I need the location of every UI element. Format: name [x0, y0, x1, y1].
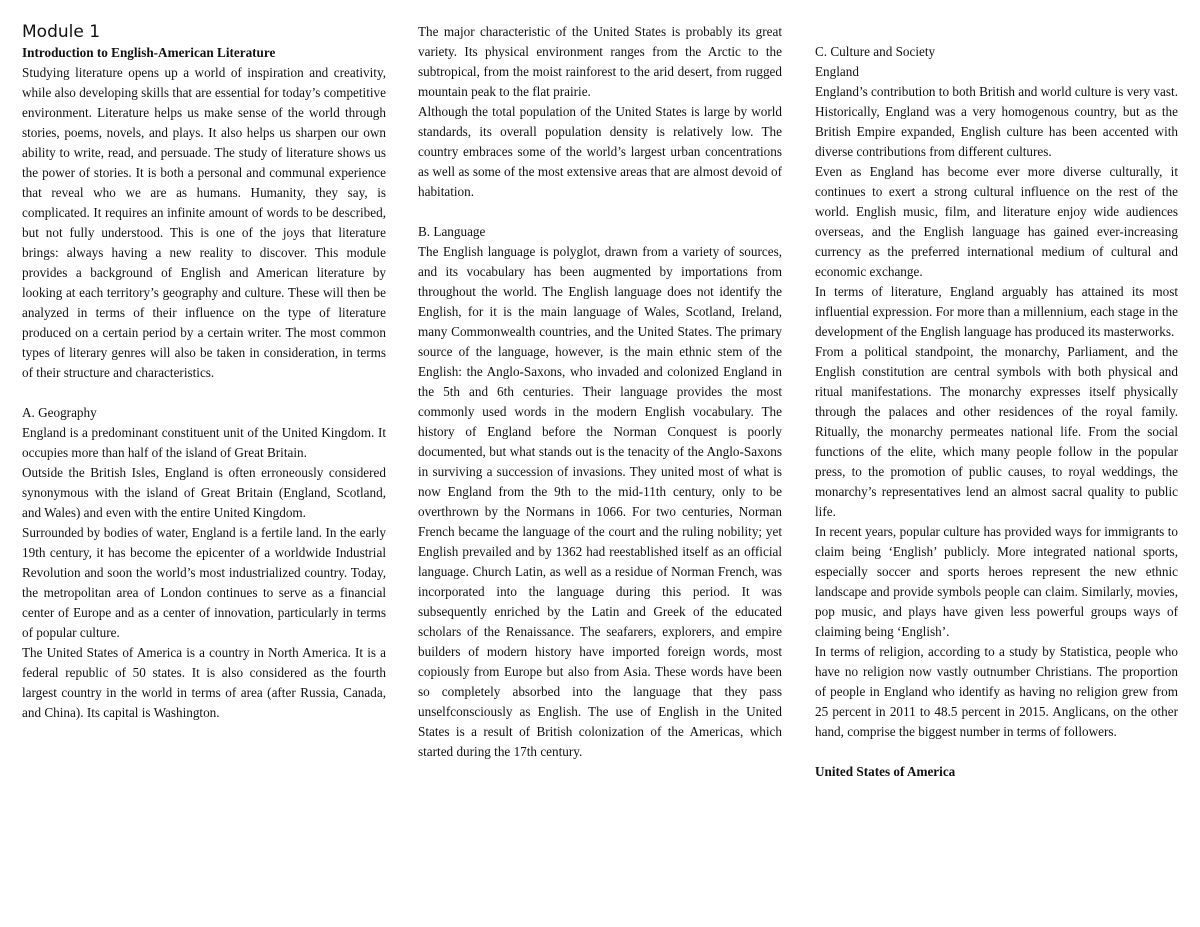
- geography-paragraph-2: Outside the British Isles, England is often erroneously considered synonymous with the island of Great Britain (England, Scotland, and Wales) and even with the entire United Kingdom.: [22, 465, 386, 520]
- culture-paragraph-5: In recent years, popular culture has provided ways for immigrants to claim being ‘English’ publicly. More integrated national sports, especially soccer and sports heroes represent the new ethnic landscape and provide symbols people can claim. Similarly, movies, pop music, and plays have given less powerful groups ways of claiming being ‘English’.: [815, 524, 1178, 639]
- geography-paragraph-4: The United States of America is a country in North America. It is a federal republic of 50 states. It is also considered as the fourth largest country in the world in terms of area (after Russia, Canada, and China). Its capital is Washington.: [22, 645, 386, 720]
- culture-paragraph-6: In terms of religion, according to a study by Statistica, people who have no religion now vastly outnumber Christians. The proportion of people in England who identify as having no religion grew from 25 percent in 2011 to 48.5 percent in 2015. Anglicans, on the other hand, comprise the biggest number in terms of followers.: [815, 644, 1178, 739]
- language-heading: B. Language: [418, 224, 486, 239]
- module-subtitle: Introduction to English-American Literature: [22, 45, 276, 60]
- column-2: [418, 22, 782, 762]
- column-3: [815, 42, 1178, 782]
- culture-heading: C. Culture and Society: [815, 44, 936, 59]
- culture-paragraph-2: Even as England has become ever more diverse culturally, it continues to exert a strong cultural influence on the rest of the world. English music, film, and literature enjoy wide audiences overseas, and the English language has gained ever-increasing currency as the preferred international medium of cultural and economic exchange.: [815, 164, 1178, 279]
- geography-paragraph-6: Although the total population of the United States is large by world standards, its overall population density is relatively low. The country embraces some of the world’s largest urban concentrations as well as some of the most extensive areas that are almost devoid of habitation.: [418, 104, 782, 199]
- culture-subheading-england: England: [815, 64, 859, 79]
- culture-paragraph-1: England’s contribution to both British and world culture is very vast. Historically, England was a very homogenous country, but as the British Empire expanded, English culture has been accented with diverse contributions from different cultures.: [815, 84, 1178, 159]
- geography-paragraph-5: The major characteristic of the United States is probably its great variety. Its physical environment ranges from the Arctic to the subtropical, from the moist rainforest to the arid desert, from rugged mountain peak to the flat prairie.: [418, 24, 782, 99]
- geography-heading: A. Geography: [22, 405, 97, 420]
- module-title: Module 1: [22, 22, 101, 42]
- usa-heading: United States of America: [815, 764, 956, 779]
- geography-paragraph-3: Surrounded by bodies of water, England is a fertile land. In the early 19th century, it has become the epicenter of a worldwide Industrial Revolution and soon the world’s most industrialized country. Today, the metropolitan area of London continues to serve as a financial center of Europe and as a center of innovation, particularly in terms of popular culture.: [22, 525, 386, 640]
- culture-paragraph-3: In terms of literature, England arguably has attained its most influential expression. For more than a millennium, each stage in the development of the English language has produced its masterworks.: [815, 284, 1178, 339]
- intro-paragraph: Studying literature opens up a world of inspiration and creativity, while also developing skills that are essential for today’s competitive environment. Literature helps us make sense of the world through stories, poems, novels, and plays. It also helps us sharpen our own ability to write, read, and persuade. The study of literature shows us the power of stories. It is both a personal and communal experience that reveal who we are as humans. Humanity, they say, is complicated. It requires an infinite amount of words to be described, but not fully understood. This is one of the joys that literature brings: always having a new reality to discover. This module provides a background of English and American literature by looking at each territory’s geography and culture. These will then be analyzed in terms of their influence on the type of literature produced on a certain period by a certain writer. The most common types of literary genres will also be taken in consideration, in terms of their structure and characteristics.: [22, 65, 386, 380]
- geography-paragraph-1: England is a predominant constituent unit of the United Kingdom. It occupies more than half of the island of Great Britain.: [22, 425, 386, 460]
- language-paragraph: The English language is polyglot, drawn from a variety of sources, and its vocabulary has been augmented by importations from throughout the world. The English language does not identify the English, for it is the main language of Wales, Scotland, Ireland, many Commonwealth countries, and the United States. The primary source of the language, however, is the main ethnic stem of the English: the Anglo-Saxons, who invaded and colonized England in the 5th and 6th centuries. Their language provides the most commonly used words in the modern English vocabulary. The history of England before the Norman Conquest is poorly documented, but what stands out is the tenacity of the Anglo-Saxons in surviving a succession of invasions. They united most of what is now England from the 9th to the mid-11th century, only to be overthrown by the Normans in 1066. For two centuries, Norman French became the language of the court and the ruling nobility; yet English prevailed and by 1362 had reestablished itself as an official language. Church Latin, as well as a residue of Norman French, was incorporated into the language during this period. It was subsequently enriched by the Latin and Greek of the educated scholars of the Renaissance. The seafarers, explorers, and empire builders of modern history have imported foreign words, most copiously from Europe but also from Asia. These words have been so completely absorbed into the language that they pass unselfconsciously as English. The use of English in the United States is a result of British colonization of the Americas, which started during the 17th century.: [418, 244, 782, 759]
- column-1: [22, 21, 386, 723]
- culture-paragraph-4: From a political standpoint, the monarchy, Parliament, and the English constitution are central symbols with both physical and ritual manifestations. The monarchy expresses itself physically through the palaces and other residences of the royal family. Ritually, the monarchy permeates national life. From the social functions of the elite, which many people follow in the popular press, to the promotion of public causes, to royal weddings, the monarchy’s representatives lend an almost sacral quality to public life.: [815, 344, 1178, 519]
